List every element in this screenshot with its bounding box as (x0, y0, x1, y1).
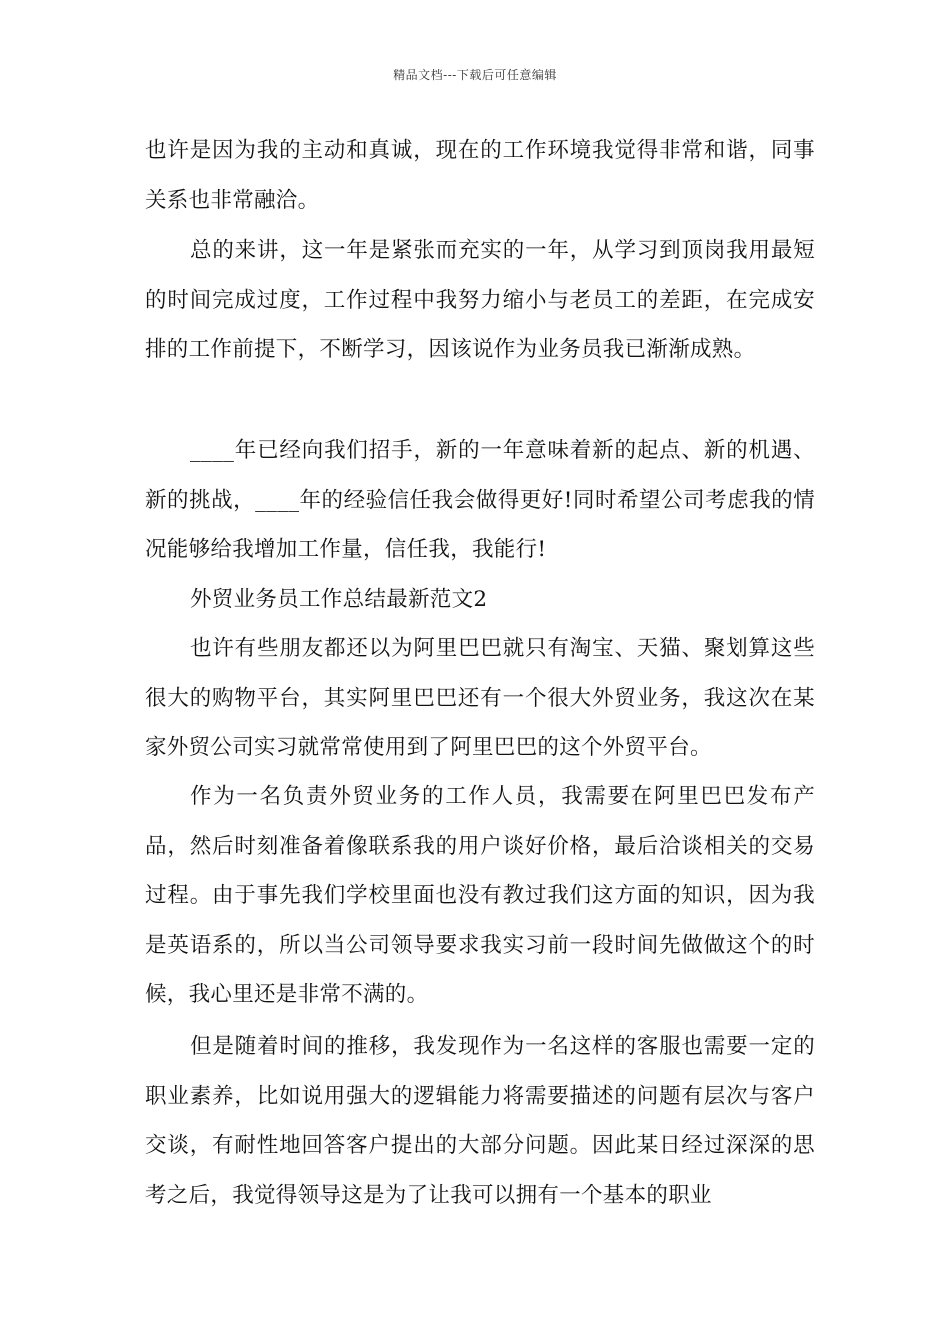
paragraph-1: 也许是因为我的主动和真诚，现在的工作环境我觉得非常和谐，同事关系也非常融洽。 (145, 138, 815, 213)
section-title: 外贸业务员工作总结最新范文2 (190, 587, 488, 612)
page-header: 精品文档---下载后可任意编辑 (393, 68, 557, 82)
paragraph-2: 总的来讲，这一年是紧张而充实的一年，从学习到顶岗我用最短的时间完成过度，工作过程中我努力缩小与老员工的差距，在完成安排的工作前提下，不断学习，因该说作为业务员我已渐渐成熟。 (145, 238, 815, 362)
paragraph-4: 也许有些朋友都还以为阿里巴巴就只有淘宝、天猫、聚划算这些很大的购物平台，其实阿里巴巴还有一个很大外贸业务，我这次在某家外贸公司实习就常常使用到了阿里巴巴的这个外贸平台。 (145, 636, 815, 760)
paragraph-6: 但是随着时间的推移，我发现作为一名这样的客服也需要一定的职业素养，比如说用强大的逻辑能力将需要描述的问题有层次与客户交谈，有耐性地回答客户提出的大部分问题。因此某日经过深深的思考之后，我觉得领导这是为了让我可以拥有一个基本的职业 (145, 1034, 815, 1208)
paragraph-3: ____年已经向我们招手，新的一年意味着新的起点、新的机遇、新的挑战，____年的经验信任我会做得更好!同时希望公司考虑我的情况能够给我增加工作量，信任我，我能行! (145, 438, 815, 562)
paragraph-5: 作为一名负责外贸业务的工作人员，我需要在阿里巴巴发布产品，然后时刻准备着像联系我的用户谈好价格，最后洽谈相关的交易过程。由于事先我们学校里面也没有教过我们这方面的知识，因为我是英语系的，所以当公司领导要求我实习前一段时间先做做这个的时候，我心里还是非常不满的。 (145, 784, 815, 1007)
